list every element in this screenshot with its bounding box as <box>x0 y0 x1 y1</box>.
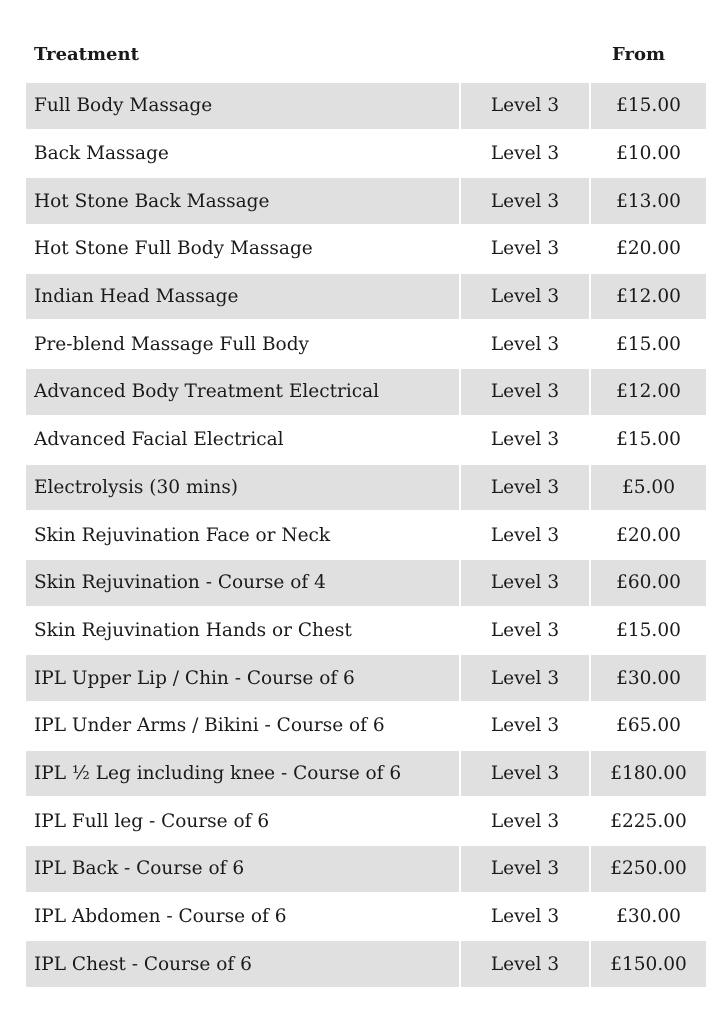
treatment-name: Back Massage <box>26 130 460 178</box>
treatment-level: Level 3 <box>460 83 590 130</box>
treatment-name: Hot Stone Full Body Massage <box>26 225 460 273</box>
table-header <box>26 36 696 76</box>
treatment-price-table <box>26 83 706 989</box>
treatment-price: £180.00 <box>590 750 706 798</box>
treatment-price: £15.00 <box>590 416 706 464</box>
table-row <box>26 940 706 988</box>
treatment-name: Advanced Facial Electrical <box>26 416 460 464</box>
table-row <box>26 797 706 845</box>
treatment-price: £13.00 <box>590 177 706 225</box>
treatment-price: £30.00 <box>590 654 706 702</box>
from-column-header: From <box>612 44 665 65</box>
treatment-level: Level 3 <box>460 225 590 273</box>
treatment-name: Skin Rejuvination - Course of 4 <box>26 559 460 607</box>
treatment-name: Hot Stone Back Massage <box>26 177 460 225</box>
treatment-name: Advanced Body Treatment Electrical <box>26 368 460 416</box>
treatment-level: Level 3 <box>460 654 590 702</box>
table-row <box>26 416 706 464</box>
treatment-level: Level 3 <box>460 845 590 893</box>
treatment-price: £5.00 <box>590 464 706 512</box>
treatment-name: IPL Full leg - Course of 6 <box>26 797 460 845</box>
table-row <box>26 654 706 702</box>
treatment-name: IPL Upper Lip / Chin - Course of 6 <box>26 654 460 702</box>
treatment-name: Indian Head Massage <box>26 273 460 321</box>
treatment-column-header: Treatment <box>34 44 139 65</box>
table-row <box>26 320 706 368</box>
treatment-name: Full Body Massage <box>26 83 460 130</box>
treatment-price: £12.00 <box>590 273 706 321</box>
treatment-level: Level 3 <box>460 750 590 798</box>
table-row <box>26 83 706 130</box>
treatment-level: Level 3 <box>460 797 590 845</box>
treatment-name: Skin Rejuvination Hands or Chest <box>26 607 460 655</box>
treatment-level: Level 3 <box>460 607 590 655</box>
treatment-price: £60.00 <box>590 559 706 607</box>
treatment-level: Level 3 <box>460 130 590 178</box>
treatment-level: Level 3 <box>460 702 590 750</box>
treatment-level: Level 3 <box>460 273 590 321</box>
table-row <box>26 845 706 893</box>
treatment-level: Level 3 <box>460 416 590 464</box>
treatment-level: Level 3 <box>460 511 590 559</box>
table-row <box>26 464 706 512</box>
treatment-price: £65.00 <box>590 702 706 750</box>
treatment-price: £225.00 <box>590 797 706 845</box>
treatment-name: IPL ½ Leg including knee - Course of 6 <box>26 750 460 798</box>
treatment-level: Level 3 <box>460 464 590 512</box>
treatment-level: Level 3 <box>460 320 590 368</box>
table-row <box>26 368 706 416</box>
table-row <box>26 177 706 225</box>
treatment-price: £12.00 <box>590 368 706 416</box>
treatment-price: £150.00 <box>590 940 706 988</box>
table-row <box>26 225 706 273</box>
treatment-level: Level 3 <box>460 893 590 941</box>
treatment-name: IPL Back - Course of 6 <box>26 845 460 893</box>
treatment-price: £15.00 <box>590 607 706 655</box>
treatment-level: Level 3 <box>460 368 590 416</box>
treatment-price: £20.00 <box>590 225 706 273</box>
table-row <box>26 273 706 321</box>
table-row <box>26 130 706 178</box>
table-row <box>26 702 706 750</box>
table-row <box>26 559 706 607</box>
treatment-price: £15.00 <box>590 83 706 130</box>
treatment-price: £10.00 <box>590 130 706 178</box>
table-row <box>26 607 706 655</box>
treatment-price: £20.00 <box>590 511 706 559</box>
table-row <box>26 750 706 798</box>
treatment-price: £15.00 <box>590 320 706 368</box>
treatment-level: Level 3 <box>460 177 590 225</box>
treatment-price: £250.00 <box>590 845 706 893</box>
table-row <box>26 511 706 559</box>
treatment-name: Electrolysis (30 mins) <box>26 464 460 512</box>
treatment-price: £30.00 <box>590 893 706 941</box>
treatment-level: Level 3 <box>460 940 590 988</box>
table-row <box>26 893 706 941</box>
treatment-name: IPL Under Arms / Bikini - Course of 6 <box>26 702 460 750</box>
treatment-name: IPL Chest - Course of 6 <box>26 940 460 988</box>
treatment-name: Pre-blend Massage Full Body <box>26 320 460 368</box>
treatment-name: IPL Abdomen - Course of 6 <box>26 893 460 941</box>
treatment-name: Skin Rejuvination Face or Neck <box>26 511 460 559</box>
treatment-level: Level 3 <box>460 559 590 607</box>
